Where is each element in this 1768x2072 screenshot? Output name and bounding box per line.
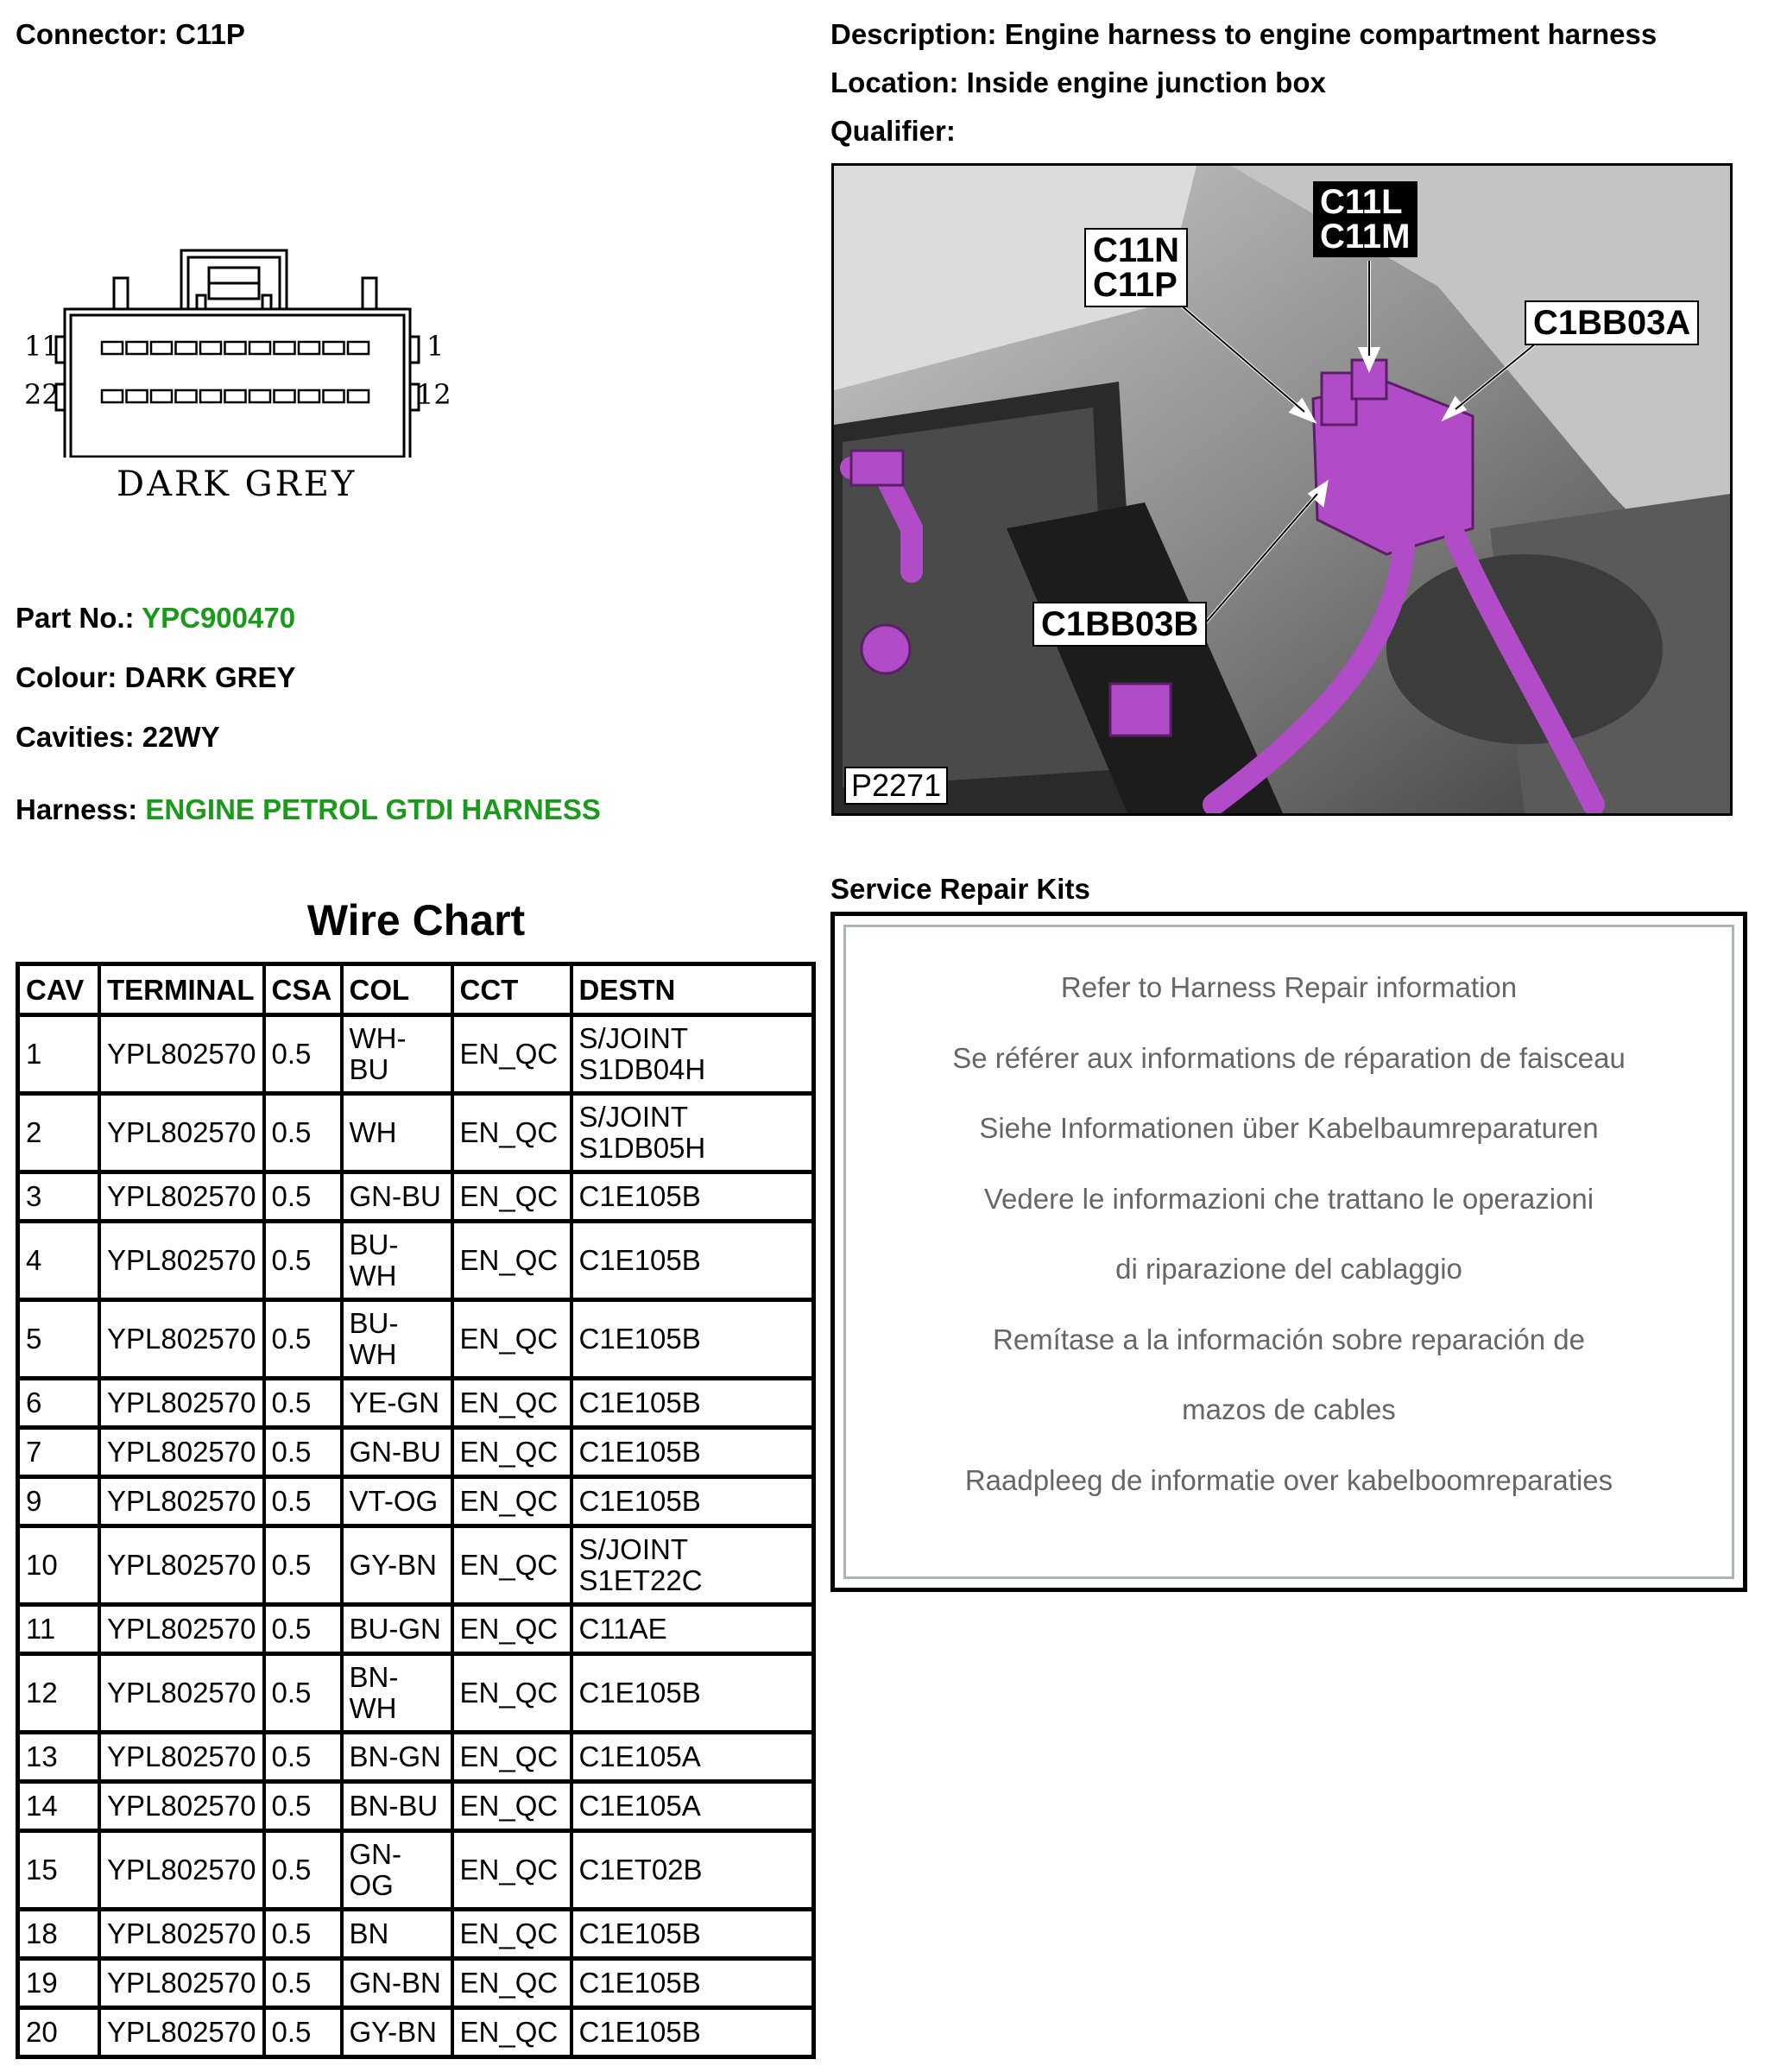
cell-cct: EN_QC <box>454 2010 573 2055</box>
cavities-label: Cavities: <box>16 721 135 753</box>
photo-label-c1bb03b: C1BB03B <box>1032 602 1207 647</box>
table-row <box>20 1017 811 1096</box>
column-header-csa: CSA <box>266 966 344 1017</box>
cell-csa: 0.5 <box>266 1096 344 1174</box>
repair-info-line: Se référer aux informations de réparation de faisceau <box>952 1041 1626 1074</box>
part-number-label: Part No.: <box>16 602 135 634</box>
connector-cavity <box>200 390 221 402</box>
connector-cavity <box>127 342 148 354</box>
cell-csa: 0.5 <box>266 1833 344 1911</box>
cell-destn: C1E105B <box>573 1656 812 1734</box>
cell-cct: EN_QC <box>454 1911 573 1961</box>
connector-cavity <box>275 390 295 402</box>
cell-cav: 10 <box>20 1528 101 1607</box>
connector-location-photo <box>831 163 1733 816</box>
cell-cct: EN_QC <box>454 1784 573 1833</box>
cell-cct: EN_QC <box>454 1961 573 2010</box>
cell-csa: 0.5 <box>266 2010 344 2055</box>
cell-terminal: YPL802570 <box>101 1607 266 1656</box>
cell-col: YE-GN <box>344 1380 454 1430</box>
wire-chart-table <box>16 962 816 2059</box>
connector-cavity <box>225 342 246 354</box>
cell-col: GN- OG <box>344 1833 454 1911</box>
connector-cavity <box>299 390 319 402</box>
connector-heading <box>16 17 245 52</box>
cell-col: BN <box>344 1911 454 1961</box>
connector-cavity <box>348 342 369 354</box>
table-row <box>20 1174 811 1223</box>
cell-terminal: YPL802570 <box>101 1174 266 1223</box>
cell-terminal: YPL802570 <box>101 1302 266 1380</box>
cell-cav: 13 <box>20 1734 101 1784</box>
cell-destn: C1E105B <box>573 1380 812 1430</box>
repair-info-line: mazos de cables <box>1182 1393 1396 1425</box>
pin-number-bottom-left: 22 <box>24 378 60 411</box>
repair-info-line: di riparazione del cablaggio <box>1115 1253 1462 1285</box>
cell-terminal: YPL802570 <box>101 1961 266 2010</box>
part-number-link[interactable]: YPC900470 <box>142 602 296 634</box>
description-line <box>830 17 1657 52</box>
table-row <box>20 1961 811 2010</box>
cell-csa: 0.5 <box>266 1017 344 1096</box>
cell-terminal: YPL802570 <box>101 1656 266 1734</box>
wire-chart-header-row <box>20 966 811 1017</box>
cell-cav: 14 <box>20 1784 101 1833</box>
cell-csa: 0.5 <box>266 1223 344 1302</box>
table-row <box>20 1833 811 1911</box>
cell-csa: 0.5 <box>266 1607 344 1656</box>
colour-label: Colour: <box>16 661 117 693</box>
cell-cav: 11 <box>20 1607 101 1656</box>
qualifier-label: Qualifier: <box>830 115 956 147</box>
cell-terminal: YPL802570 <box>101 1528 266 1607</box>
cell-destn: C1E105B <box>573 1174 812 1223</box>
column-header-destn: DESTN <box>573 966 812 1017</box>
cell-csa: 0.5 <box>266 1302 344 1380</box>
connector-cavity <box>127 390 148 402</box>
table-row <box>20 1302 811 1380</box>
cell-csa: 0.5 <box>266 1380 344 1430</box>
cell-cct: EN_QC <box>454 1380 573 1430</box>
connector-colour-caption: DARK GREY <box>117 464 357 504</box>
table-row <box>20 1479 811 1528</box>
cell-csa: 0.5 <box>266 1174 344 1223</box>
service-repair-kits-panel <box>830 912 1747 1592</box>
cell-cav: 19 <box>20 1961 101 2010</box>
connector-cavity <box>324 342 344 354</box>
cell-col: GN-BU <box>344 1174 454 1223</box>
table-row <box>20 1223 811 1302</box>
service-repair-kits-inner <box>843 925 1734 1579</box>
engine-bay-illustration <box>834 166 1730 813</box>
table-row <box>20 1656 811 1734</box>
repair-info-line: Siehe Informationen über Kabelbaumreparaturen <box>979 1112 1599 1144</box>
wire-chart-title: Wire Chart <box>306 896 526 944</box>
cell-destn: S/JOINT S1ET22C <box>573 1528 812 1607</box>
table-row <box>20 1734 811 1784</box>
pin-number-top-left: 11 <box>24 330 60 363</box>
cell-col: GY-BN <box>344 2010 454 2055</box>
cell-cct: EN_QC <box>454 1833 573 1911</box>
column-header-cct: CCT <box>454 966 573 1017</box>
cell-terminal: YPL802570 <box>101 1911 266 1961</box>
connector-cavity <box>102 342 123 354</box>
cell-col: BN- WH <box>344 1656 454 1734</box>
cell-destn: C1E105B <box>573 1223 812 1302</box>
photo-reference-number: P2271 <box>844 767 948 805</box>
cell-cav: 18 <box>20 1911 101 1961</box>
cell-col: WH- BU <box>344 1017 454 1096</box>
cell-col: BN-BU <box>344 1784 454 1833</box>
column-header-col: COL <box>344 966 454 1017</box>
cell-cav: 7 <box>20 1430 101 1479</box>
table-row <box>20 1607 811 1656</box>
cell-terminal: YPL802570 <box>101 1833 266 1911</box>
cell-cct: EN_QC <box>454 1734 573 1784</box>
table-row <box>20 1096 811 1174</box>
cell-csa: 0.5 <box>266 1784 344 1833</box>
cell-cct: EN_QC <box>454 1607 573 1656</box>
location-line <box>830 66 1326 100</box>
cell-col: GN-BU <box>344 1430 454 1479</box>
cell-col: BN-GN <box>344 1734 454 1784</box>
repair-info-line: Vedere le informazioni che trattano le operazioni <box>983 1182 1594 1215</box>
cell-terminal: YPL802570 <box>101 1017 266 1096</box>
cell-destn: C1E105A <box>573 1734 812 1784</box>
cell-cct: EN_QC <box>454 1528 573 1607</box>
table-row <box>20 2010 811 2055</box>
connector-cavity <box>324 390 344 402</box>
table-row <box>20 1430 811 1479</box>
cell-cav: 3 <box>20 1174 101 1223</box>
cell-csa: 0.5 <box>266 1656 344 1734</box>
cell-destn: C1E105B <box>578 2016 701 2048</box>
photo-label-c1bb03a: C1BB03A <box>1525 300 1699 345</box>
pin-number-top-right: 1 <box>426 330 445 363</box>
description-value: Engine harness to engine compartment harness <box>1004 18 1658 50</box>
pin-number-bottom-right: 12 <box>416 378 451 411</box>
cell-destn: S/JOINT S1DB05H <box>573 1096 812 1174</box>
cell-destn: C1E105B <box>573 1479 812 1528</box>
cell-destn: C1E105B <box>573 1302 812 1380</box>
cell-destn: C1E105B <box>573 1961 812 2010</box>
cell-cav: 20 <box>20 2010 101 2055</box>
location-label: Location: <box>830 66 959 98</box>
cell-terminal: YPL802570 <box>101 1479 266 1528</box>
connector-cavity <box>249 390 270 402</box>
connector-cavity <box>151 390 172 402</box>
cell-destn: C1E105B <box>573 1430 812 1479</box>
cell-cct: EN_QC <box>454 1223 573 1302</box>
repair-info-line: Remítase a la información sobre reparación de <box>992 1323 1586 1355</box>
cell-destn: C1ET02B <box>573 1833 812 1911</box>
cell-cav: 15 <box>20 1833 101 1911</box>
connector-cavity <box>176 342 197 354</box>
connector-cavity <box>275 342 295 354</box>
cell-cav: 9 <box>20 1479 101 1528</box>
cell-cav: 12 <box>20 1656 101 1734</box>
cell-cct: EN_QC <box>454 1479 573 1528</box>
connector-cavity <box>151 342 172 354</box>
cell-col: GY-BN <box>344 1528 454 1607</box>
connector-cavity <box>348 390 369 402</box>
cavities-value: 22WY <box>142 721 220 753</box>
colour-value: DARK GREY <box>124 661 296 693</box>
column-header-cav: CAV <box>20 966 101 1017</box>
table-row <box>20 1911 811 1961</box>
connector-cavity <box>102 390 123 402</box>
cell-csa: 0.5 <box>266 1961 344 2010</box>
connector-cavity <box>249 342 270 354</box>
cell-cav: 2 <box>20 1096 101 1174</box>
cell-cav: 6 <box>20 1380 101 1430</box>
cell-col: VT-OG <box>344 1479 454 1528</box>
cell-destn: C1E105B <box>573 1911 812 1961</box>
cell-terminal: YPL802570 <box>101 1096 266 1174</box>
cell-cct: EN_QC <box>454 1174 573 1223</box>
cell-terminal: YPL802570 <box>101 1734 266 1784</box>
connector-face-diagram <box>17 233 466 458</box>
connector-value: C11P <box>175 18 245 50</box>
cell-destn: S/JOINT S1DB04H <box>573 1017 812 1096</box>
cell-cav: 5 <box>20 1302 101 1380</box>
connector-cavity <box>299 342 319 354</box>
photo-label-c11l-c11m: C11L C11M <box>1313 181 1418 257</box>
cell-terminal: YPL802570 <box>101 1784 266 1833</box>
table-row <box>20 1380 811 1430</box>
connector-cavity <box>225 390 246 402</box>
cell-cct: EN_QC <box>454 1302 573 1380</box>
cell-csa: 0.5 <box>266 1430 344 1479</box>
part-number-line <box>16 601 295 635</box>
cell-cct: EN_QC <box>454 1656 573 1734</box>
harness-label: Harness: <box>16 793 138 825</box>
service-repair-kits-title: Service Repair Kits <box>830 873 1090 905</box>
table-row <box>20 1784 811 1833</box>
repair-info-line: Refer to Harness Repair information <box>1060 971 1518 1003</box>
repair-info-line: Raadpleeg de informatie over kabelboomreparaties <box>964 1463 1613 1496</box>
cell-terminal: YPL802570 <box>101 2010 266 2055</box>
connector-label: Connector: <box>16 18 167 50</box>
harness-link[interactable]: ENGINE PETROL GTDI HARNESS <box>145 793 601 825</box>
cell-cav: 4 <box>20 1223 101 1302</box>
cell-cav: 1 <box>20 1017 101 1096</box>
cell-col: BU- WH <box>344 1302 454 1380</box>
photo-label-c11n-c11p: C11N C11P <box>1084 228 1188 307</box>
cell-terminal: YPL802570 <box>101 1380 266 1430</box>
table-row <box>20 1528 811 1607</box>
connector-cavity <box>176 390 197 402</box>
description-label: Description: <box>830 18 997 50</box>
cell-cct: EN_QC <box>454 1017 573 1096</box>
cell-csa: 0.5 <box>266 1528 344 1607</box>
cell-csa: 0.5 <box>266 1734 344 1784</box>
qualifier-line <box>830 114 956 148</box>
connector-cavity <box>200 342 221 354</box>
cell-col: BU-GN <box>344 1607 454 1656</box>
cell-cct: EN_QC <box>454 1430 573 1479</box>
cell-col: WH <box>344 1096 454 1174</box>
cell-terminal: YPL802570 <box>101 1430 266 1479</box>
cell-terminal: YPL802570 <box>101 1223 266 1302</box>
column-header-terminal: TERMINAL <box>101 966 266 1017</box>
cell-col: BU- WH <box>344 1223 454 1302</box>
colour-line <box>16 660 296 695</box>
cell-cct: EN_QC <box>454 1096 573 1174</box>
cavities-line <box>16 720 220 755</box>
harness-line <box>16 793 601 827</box>
cell-csa: 0.5 <box>266 1911 344 1961</box>
cell-col: GN-BN <box>344 1961 454 2010</box>
cell-csa: 0.5 <box>266 1479 344 1528</box>
cell-destn: C1E105A <box>573 1784 812 1833</box>
location-value: Inside engine junction box <box>966 66 1326 98</box>
cell-destn: C11AE <box>573 1607 812 1656</box>
